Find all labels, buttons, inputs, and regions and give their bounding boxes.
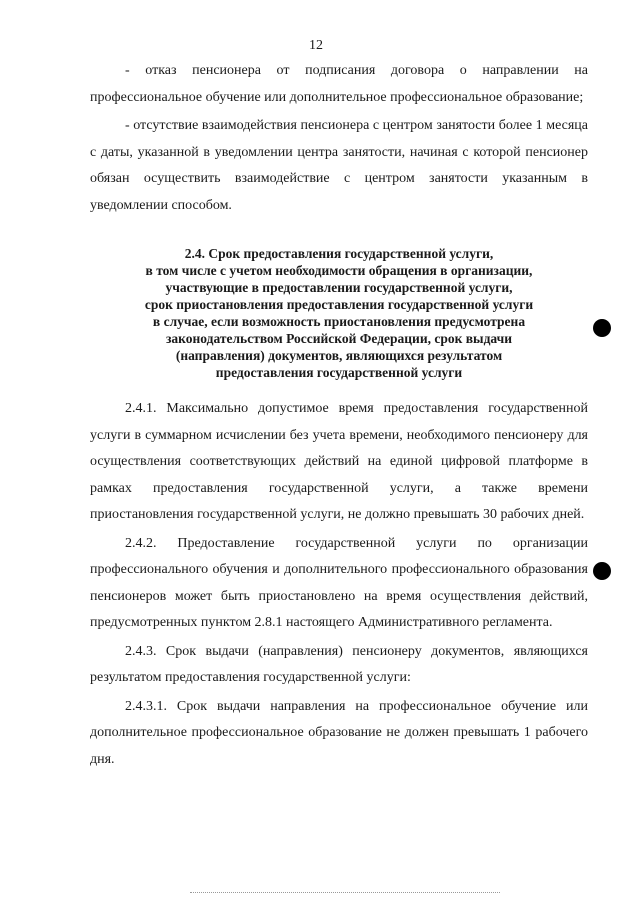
page-number: 12 <box>309 38 323 53</box>
binder-hole-mark <box>593 562 611 580</box>
paragraph-2-4-3: 2.4.3. Срок выдачи (направления) пенсионеру документов, являющихся результатом предоставления государственной услуги: <box>90 643 588 685</box>
section-heading-2-4 <box>90 245 588 381</box>
heading-line: в том числе с учетом необходимости обращения в организации, <box>145 263 533 278</box>
paragraph-2-4-2: 2.4.2. Предоставление государственной услуги по организации профессионального обучения и дополнительного профессионального образования пенсионеров может быть приостановлено на время осуществления действий, предусмотренных пунктом 2.8.1 настоящего Административного регламента. <box>90 535 588 630</box>
paragraph-no-interaction: - отсутствие взаимодействия пенсионера с центром занятости более 1 месяца с даты, указанной в уведомлении центра занятости, начиная с которой пенсионер обязан осуществить взаимодействие с центром занятости указанным в уведомлении способом. <box>90 118 588 213</box>
paragraph-2-4-1: 2.4.1. Максимально допустимое время предоставления государственной услуги в суммарном исчислении без учета времени, необходимого пенсионеру для осуществления соответствующих действий на единой цифровой платформе в рамках предоставления государственной услуги, а также времени приостановления государственной услуги, не должно превышать 30 рабочих дней. <box>90 401 588 522</box>
heading-line: (направления) документов, являющихся результатом <box>175 348 503 363</box>
paragraph-2-4-3-1: 2.4.3.1. Срок выдачи направления на профессиональное обучение или дополнительное профессиональное образование не должен превышать 1 рабочего дня. <box>90 698 588 767</box>
heading-line: в случае, если возможность приостановления предусмотрена <box>152 314 526 329</box>
paragraph-refusal: - отказ пенсионера от подписания договора о направлении на профессиональное обучение или дополнительное профессиональное образование; <box>90 63 588 105</box>
heading-line: законодательством Российской Федерации, срок выдачи <box>165 331 513 346</box>
binder-hole-mark <box>593 319 611 337</box>
heading-line: предоставления государственной услуги <box>215 365 463 380</box>
document-body <box>90 58 588 773</box>
heading-line: участвующие в предоставлении государственной услуги, <box>165 280 513 295</box>
heading-line: срок приостановления предоставления государственной услуги <box>144 297 534 312</box>
heading-line: 2.4. Срок предоставления государственной услуги, <box>184 246 494 261</box>
footer-divider <box>190 892 500 893</box>
